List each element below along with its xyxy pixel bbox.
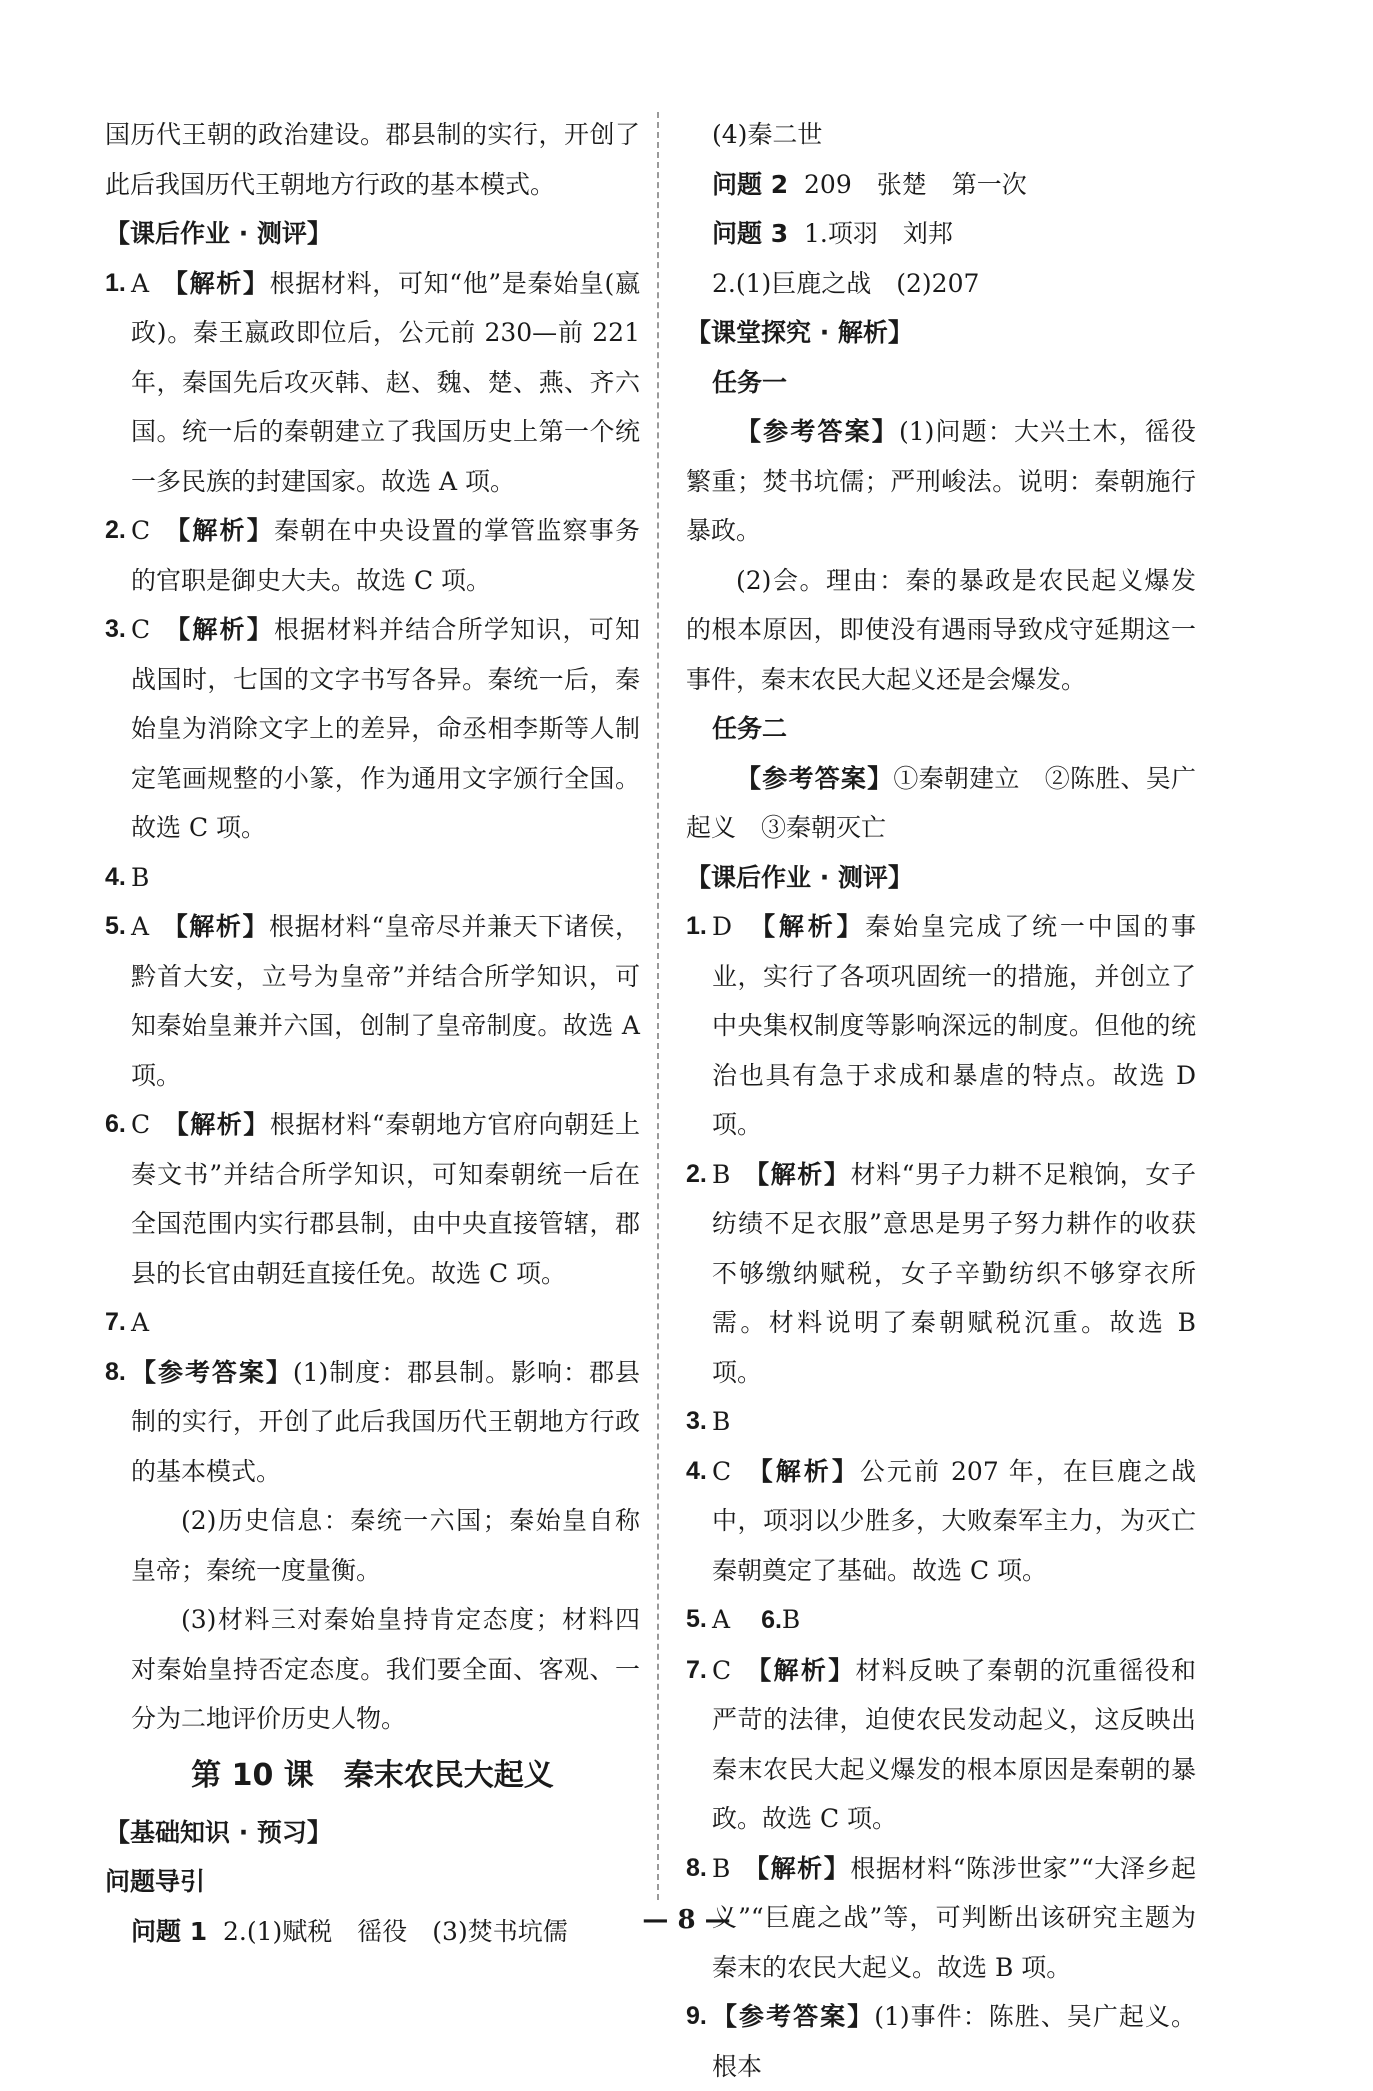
item-tag: 【解析】	[756, 1853, 851, 1883]
item-tag: 【解析】	[756, 1159, 851, 1189]
question-line: 2.(1)巨鹿之战 (2)207	[712, 268, 980, 298]
item-number: 3.	[686, 1407, 707, 1435]
item-answer: B	[712, 1407, 731, 1436]
item-text: 根据材料“秦朝地方官府向朝廷上奏文书”并结合所学知识，可知秦朝统一后在全国范围内实行郡县制，由中央直接管辖，郡县的长官由朝廷直接任免。故选 C 项。	[131, 1110, 640, 1288]
list-item	[105, 506, 640, 605]
item-answer: C	[131, 615, 178, 644]
item-tag: 【解析】	[760, 1456, 860, 1486]
item-answer: C	[712, 1655, 759, 1685]
list-item	[686, 1447, 1196, 1596]
item-tag: 【解析】	[762, 912, 866, 941]
item-answer: C	[712, 1456, 761, 1486]
item-tag: 【解析】	[175, 912, 270, 941]
item-number: 6.	[105, 1110, 126, 1138]
lesson-title: 第 10 课 秦末农民大起义	[191, 1757, 554, 1793]
answer-tag: 【参考答案】	[736, 417, 899, 446]
item-tag: 【解析】	[176, 1110, 270, 1139]
item-text: 根据材料“陈涉世家”“大泽乡起义”“巨鹿之战”等，可判断出该研究主题为秦末的农民大起义。故选 B 项。	[712, 1853, 1197, 1982]
task-heading: 任务一	[712, 367, 788, 397]
item-answer: B	[781, 1605, 801, 1634]
list-item-continuation	[105, 1496, 640, 1595]
item-answer: B	[131, 862, 150, 892]
intro-text: 国历代王朝的政治建设。郡县制的实行，开创了此后我国历代王朝地方行政的基本模式。	[105, 120, 640, 199]
question-label: 问题 2	[712, 169, 789, 199]
list-item-continuation	[105, 1595, 640, 1744]
item-answer: A	[131, 268, 176, 298]
right-column	[686, 110, 1196, 2091]
item-number: 5.	[105, 912, 126, 940]
item-answer: C	[131, 1110, 177, 1139]
guide-heading: 问题导引	[105, 1867, 206, 1896]
item-text: 公元前 207 年，在巨鹿之战中，项羽以少胜多，大败秦军主力，为灭亡秦朝奠定了基础。故选 C 项。	[712, 1456, 1196, 1585]
list-item	[686, 1595, 1196, 1646]
section-heading: 【基础知识 · 预习】	[105, 1817, 332, 1847]
item-text: 秦朝在中央设置的掌管监察事务的官职是御史大夫。故选 C 项。	[131, 516, 640, 595]
list-item	[105, 1348, 640, 1497]
item-text: 秦始皇完成了统一中国的事业，实行了各项巩固统一的措施，并创立了中央集权制度等影响深远的制度。但他的统治也具有急于求成和暴虐的特点。故选 D 项。	[712, 912, 1196, 1139]
list-item	[686, 1397, 1196, 1447]
item-text: (2)历史信息：秦统一六国；秦始皇自称皇帝；秦统一度量衡。	[131, 1506, 640, 1585]
task-answer-continuation: (2)会。理由：秦的暴政是农民起义爆发的根本原因，即使没有遇雨导致戍守延期这一事件，秦末农民大起义还是会爆发。	[686, 565, 1196, 694]
item-answer: C	[131, 516, 178, 545]
question-label: 问题 1	[131, 1916, 208, 1946]
item-answer: A	[712, 1605, 756, 1634]
item-tag: 【解析】	[175, 268, 270, 298]
item-number: 1.	[105, 268, 126, 297]
item-number: 1.	[686, 912, 707, 940]
item-number: 7.	[686, 1655, 707, 1684]
item-answer: D	[712, 912, 763, 941]
item-text: (3)材料三对秦始皇持肯定态度；材料四对秦始皇持否定态度。我们要全面、客观、一分为二地评价历史人物。	[131, 1605, 640, 1733]
column-divider	[657, 112, 659, 1900]
item-number: 6.	[761, 1606, 782, 1634]
item-number: 2.	[686, 1159, 707, 1188]
item-number: 2.	[105, 516, 126, 544]
list-item	[105, 1100, 640, 1298]
list-item	[105, 853, 640, 903]
question-label: 问题 3	[712, 219, 789, 248]
section-heading: 【课堂探究 · 解析】	[686, 318, 913, 347]
item-answer: A	[131, 912, 176, 941]
item-number: 4.	[105, 862, 126, 891]
question-continuation: (4)秦二世	[712, 120, 823, 149]
item-answer: B	[712, 1853, 757, 1883]
section-heading: 【课后作业 · 测评】	[686, 862, 913, 892]
item-text: 材料“男子力耕不足粮饷，女子纺绩不足衣服”意思是男子努力耕作的收获不够缴纳赋税，女子辛勤纺织不够穿衣所需。材料说明了秦朝赋税沉重。故选 B 项。	[712, 1159, 1196, 1387]
task-answer	[686, 754, 1196, 853]
answer-text: (1)问题：大兴土木，徭役繁重；焚书坑儒；严刑峻法。说明：秦朝施行暴政。	[686, 417, 1196, 545]
item-text: (1)制度：郡县制。影响：郡县制的实行，开创了此后我国历代王朝地方行政的基本模式。	[131, 1357, 640, 1486]
question-text: 209 张楚 第一次	[804, 169, 1027, 199]
item-number: 5.	[686, 1605, 707, 1633]
question-line	[686, 209, 1196, 259]
list-item	[686, 1150, 1196, 1398]
question-text: 1.项羽 刘邦	[804, 219, 953, 248]
item-answer: A	[131, 1308, 150, 1337]
item-number: 9.	[686, 2002, 707, 2030]
list-item	[105, 902, 640, 1100]
item-number: 4.	[686, 1456, 707, 1485]
item-number: 8.	[105, 1357, 126, 1386]
item-text: 根据材料，可知“他”是秦始皇(嬴政)。秦王嬴政即位后，公元前 230—前 221 年，秦国先后攻灭韩、赵、魏、楚、燕、齐六国。统一后的秦朝建立了我国历史上第一个统一多民族的封建国家。故选 A 项。	[131, 268, 640, 496]
item-text: 材料反映了秦朝的沉重徭役和严苛的法律，迫使农民发动起义，这反映出秦末农民大起义爆发的根本原因是秦朝的暴政。故选 C 项。	[712, 1655, 1196, 1833]
left-column	[105, 110, 640, 1956]
list-item	[105, 1298, 640, 1348]
item-tag: 【解析】	[177, 516, 275, 545]
item-answer: B	[712, 1159, 757, 1189]
item-number: 8.	[686, 1853, 707, 1882]
list-item	[686, 902, 1196, 1150]
item-text: 根据材料并结合所学知识，可知战国时，七国的文字书写各异。秦统一后，秦始皇为消除文字上的差异，命丞相李斯等人制定笔画规整的小篆，作为通用文字颁行全国。故选 C 项。	[131, 615, 640, 842]
section-heading: 【课后作业 · 测评】	[105, 219, 332, 248]
item-number: 3.	[105, 615, 126, 643]
item-number: 7.	[105, 1308, 126, 1336]
item-tag: 【解析】	[177, 615, 275, 644]
page-number: — 8 —	[642, 1905, 731, 1935]
item-tag: 【参考答案】	[712, 2002, 875, 2031]
item-tag: 【参考答案】	[131, 1357, 293, 1387]
task-heading: 任务二	[712, 714, 788, 743]
item-text: 根据材料“皇帝尽并兼天下诸侯，黔首大安，立号为皇帝”并结合所学知识，可知秦始皇兼并六国，创制了皇帝制度。故选 A 项。	[131, 912, 640, 1090]
item-tag: 【解析】	[758, 1655, 856, 1685]
list-item	[105, 605, 640, 853]
item-text: (1)事件：陈胜、吴广起义。根本	[712, 2002, 1196, 2081]
answer-tag: 【参考答案】	[736, 763, 894, 793]
list-item	[686, 1992, 1196, 2091]
question-line	[686, 160, 1196, 210]
task-answer	[686, 407, 1196, 556]
list-item	[686, 1646, 1196, 1844]
list-item	[105, 259, 640, 507]
answer-text: ①秦朝建立 ②陈胜、吴广起义 ③秦朝灭亡	[686, 763, 1196, 842]
question-text: 2.(1)赋税 徭役 (3)焚书坑儒	[223, 1916, 568, 1946]
